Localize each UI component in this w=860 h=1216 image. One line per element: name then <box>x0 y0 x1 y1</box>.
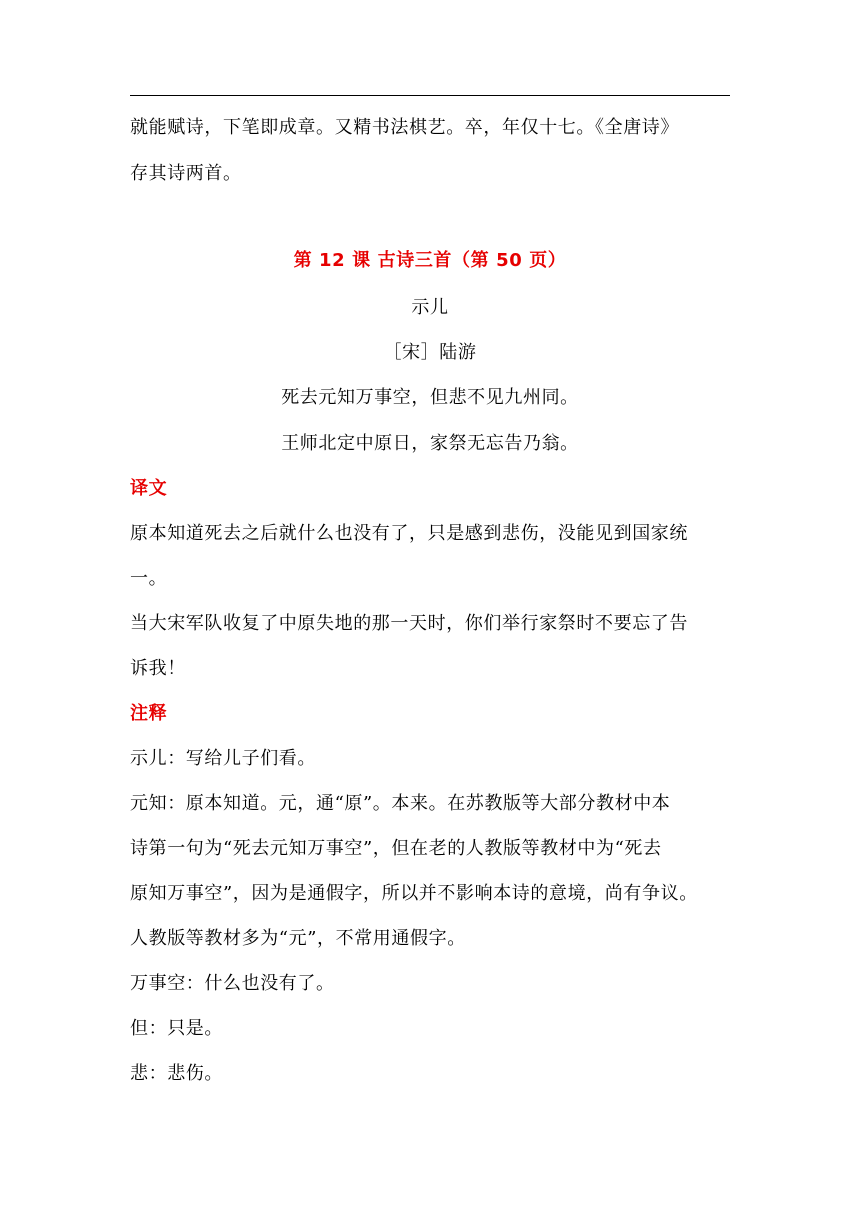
translation-line: 原本知道死去之后就什么也没有了，只是感到悲伤，没能见到国家统 <box>130 523 688 544</box>
note-line: 但：只是。 <box>130 1018 223 1039</box>
poem-title: 示儿 <box>411 297 449 318</box>
note-line: 示儿：写给儿子们看。 <box>130 748 316 769</box>
note-line: 原知万事空”，因为是通假字，所以并不影响本诗的意境，尚有争议。 <box>130 883 698 904</box>
translation-heading: 译文 <box>130 478 168 499</box>
intro-line-1: 就能赋诗，下笔即成章。又精书法棋艺。卒，年仅十七。《全唐诗》 <box>130 117 679 138</box>
lesson-heading: 第 12 课 古诗三首（第 50 页） <box>293 250 567 271</box>
note-line: 诗第一句为“死去元知万事空”，但在老的人教版等教材中为“死去 <box>130 838 662 859</box>
intro-line-2: 存其诗两首。 <box>130 163 242 184</box>
translation-line: 诉我！ <box>130 658 186 679</box>
poem-line-1: 死去元知万事空，但悲不见九州同。 <box>281 387 579 408</box>
note-line: 万事空：什么也没有了。 <box>130 973 335 994</box>
header-rule <box>130 95 730 96</box>
poem-author: ［宋］陆游 <box>383 342 477 363</box>
notes-heading: 注释 <box>130 703 168 724</box>
translation-line: 当大宋军队收复了中原失地的那一天时，你们举行家祭时不要忘了告 <box>130 613 688 634</box>
translation-line: 一。 <box>130 568 168 589</box>
note-line: 悲：悲伤。 <box>130 1063 223 1084</box>
poem-line-2: 王师北定中原日，家祭无忘告乃翁。 <box>281 433 579 454</box>
note-line: 元知：原本知道。元，通“原”。本来。在苏教版等大部分教材中本 <box>130 793 671 814</box>
note-line: 人教版等教材多为“元”，不常用通假字。 <box>130 928 466 949</box>
